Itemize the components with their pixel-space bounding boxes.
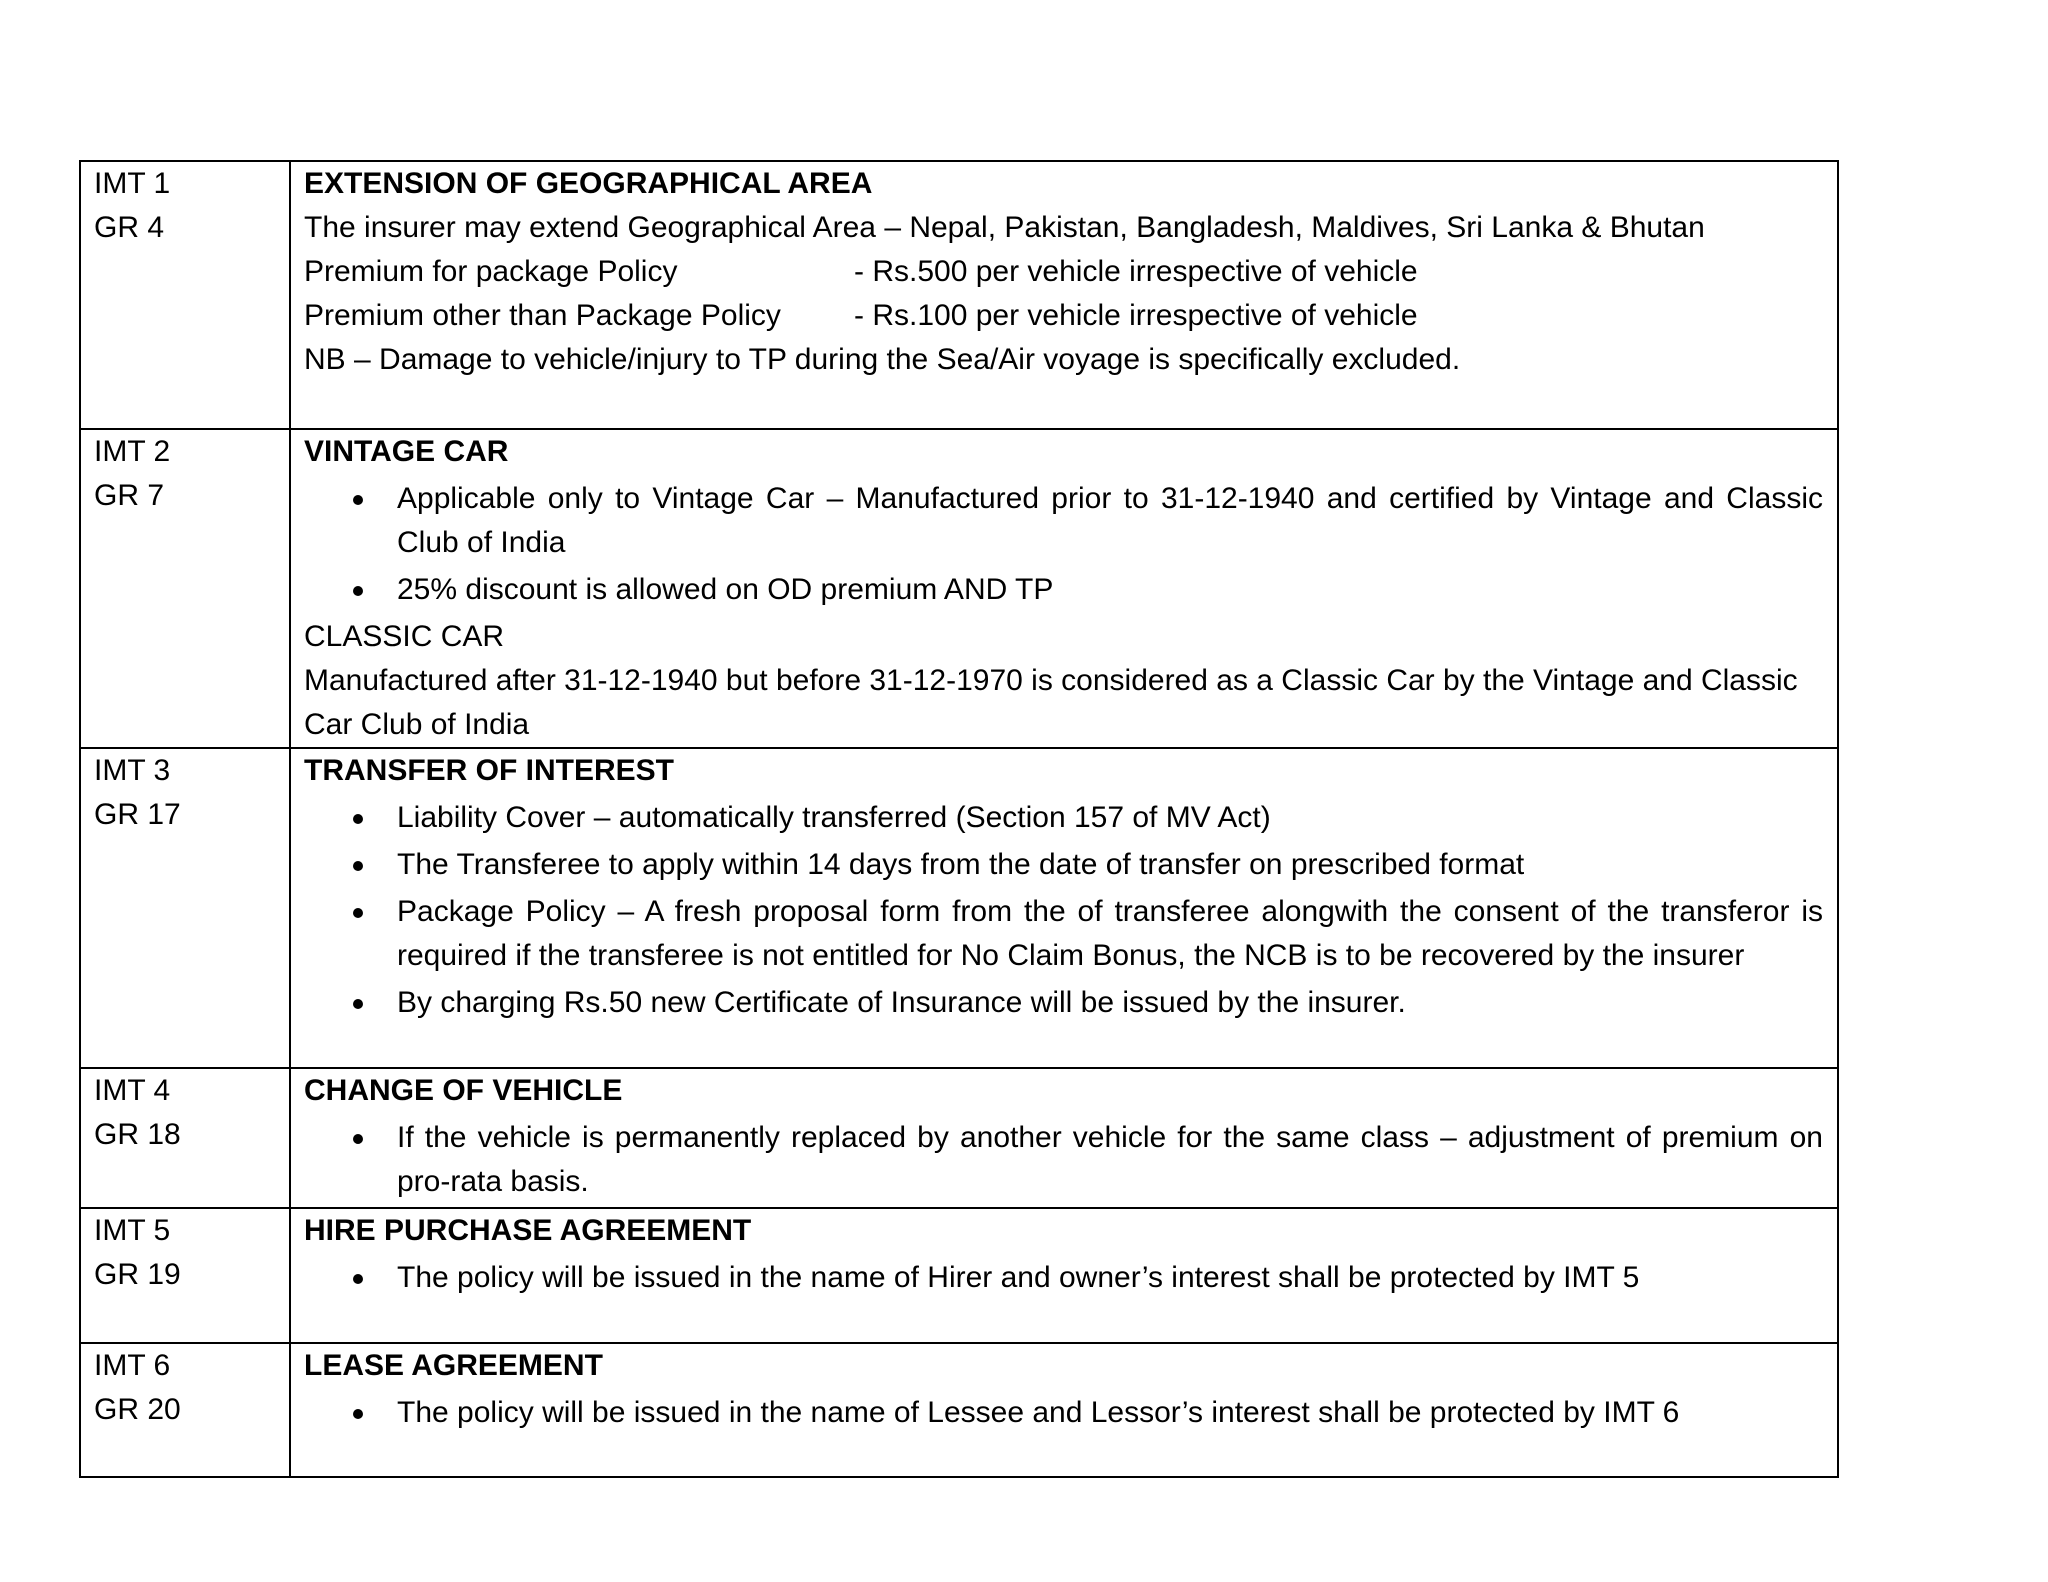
section-note: NB – Damage to vehicle/injury to TP during the Sea/Air voyage is specifically excluded.: [304, 343, 1461, 376]
imt-code: IMT 4: [94, 1074, 171, 1107]
section-title: EXTENSION OF GEOGRAPHICAL AREA: [304, 167, 873, 200]
list-item: [304, 1256, 1823, 1300]
table-row: [80, 748, 1838, 1068]
bullet-icon: [353, 495, 363, 505]
bullet-icon: [353, 1409, 363, 1419]
bullet-list: [304, 1256, 1823, 1300]
imt-table: [79, 160, 1839, 1478]
list-item: [304, 1391, 1823, 1435]
imt-code: IMT 2: [94, 435, 171, 468]
list-item: [304, 796, 1823, 840]
table-row: [80, 1208, 1838, 1343]
bullet-icon: [353, 586, 363, 596]
premium-value: - Rs.100 per vehicle irrespective of vehicle: [854, 299, 1418, 332]
list-item-text: The Transferee to apply within 14 days from the date of transfer on prescribed format: [397, 848, 1525, 881]
section-title: VINTAGE CAR: [304, 435, 509, 468]
gr-code: GR 18: [94, 1118, 181, 1151]
list-item: [304, 568, 1823, 612]
list-item-text: Applicable only to Vintage Car – Manufactured prior to 31-12-1940 and certified by Vintage and Classic Club of India: [397, 482, 1823, 559]
list-item-text: 25% discount is allowed on OD premium AND TP: [397, 573, 1054, 606]
content-cell: [290, 1068, 1838, 1208]
list-item-text: The policy will be issued in the name of Lessee and Lessor’s interest shall be protected by IMT 6: [397, 1396, 1680, 1429]
list-item-text: Liability Cover – automatically transferred (Section 157 of MV Act): [397, 801, 1271, 834]
bullet-list: [304, 796, 1823, 1025]
list-item: [304, 981, 1823, 1025]
content-cell: [290, 161, 1838, 429]
imt-code: IMT 5: [94, 1214, 171, 1247]
code-cell: [80, 1343, 290, 1477]
gr-code: GR 4: [94, 211, 165, 244]
code-cell: [80, 429, 290, 748]
bullet-list: [304, 1116, 1823, 1204]
bullet-icon: [353, 1274, 363, 1284]
code-cell: [80, 161, 290, 429]
bullet-icon: [353, 814, 363, 824]
content-cell: [290, 429, 1838, 748]
bullet-icon: [353, 861, 363, 871]
content-cell: [290, 748, 1838, 1068]
premium-label: Premium other than Package Policy: [304, 299, 781, 332]
table-row: [80, 429, 1838, 748]
gr-code: GR 20: [94, 1393, 181, 1426]
bullet-list: [304, 477, 1823, 612]
imt-code: IMT 1: [94, 167, 171, 200]
list-item-text: If the vehicle is permanently replaced by another vehicle for the same class – adjustment of premium on pro-rata basis.: [397, 1121, 1823, 1198]
gr-code: GR 7: [94, 479, 165, 512]
table-row: [80, 1068, 1838, 1208]
list-item-text: The policy will be issued in the name of Hirer and owner’s interest shall be protected by IMT 5: [397, 1261, 1640, 1294]
section-subtitle: CLASSIC CAR: [304, 620, 505, 653]
list-item-text: Package Policy – A fresh proposal form from the of transferee alongwith the consent of the transferor is required if the transferee is not entitled for No Claim Bonus, the NCB is to be recovered by the insurer: [397, 895, 1823, 972]
bullet-icon: [353, 999, 363, 1009]
section-intro: The insurer may extend Geographical Area – Nepal, Pakistan, Bangladesh, Maldives, Sri Lanka & Bhutan: [304, 211, 1705, 244]
table-row: [80, 1343, 1838, 1477]
section-title: CHANGE OF VEHICLE: [304, 1074, 623, 1107]
premium-label: Premium for package Policy: [304, 255, 678, 288]
premium-row: [304, 294, 1823, 338]
code-cell: [80, 1068, 290, 1208]
list-item: [304, 890, 1823, 978]
bullet-icon: [353, 1134, 363, 1144]
bullet-list: [304, 1391, 1823, 1435]
code-cell: [80, 748, 290, 1068]
gr-code: GR 19: [94, 1258, 181, 1291]
list-item: [304, 843, 1823, 887]
premium-value: - Rs.500 per vehicle irrespective of vehicle: [854, 255, 1418, 288]
section-title: TRANSFER OF INTEREST: [304, 754, 675, 787]
gr-code: GR 17: [94, 798, 181, 831]
premium-row: [304, 250, 1823, 294]
section-title: HIRE PURCHASE AGREEMENT: [304, 1214, 752, 1247]
code-cell: [80, 1208, 290, 1343]
imt-code: IMT 6: [94, 1349, 171, 1382]
table-row: [80, 161, 1838, 429]
content-cell: [290, 1208, 1838, 1343]
section-title: LEASE AGREEMENT: [304, 1349, 603, 1382]
content-cell: [290, 1343, 1838, 1477]
imt-code: IMT 3: [94, 754, 171, 787]
list-item: [304, 477, 1823, 565]
list-item: [304, 1116, 1823, 1204]
section-subtext: Manufactured after 31-12-1940 but before 31-12-1970 is considered as a Classic Car by the Vintage and Classic Car Club of India: [304, 664, 1798, 741]
list-item-text: By charging Rs.50 new Certificate of Insurance will be issued by the insurer.: [397, 986, 1406, 1019]
bullet-icon: [353, 908, 363, 918]
